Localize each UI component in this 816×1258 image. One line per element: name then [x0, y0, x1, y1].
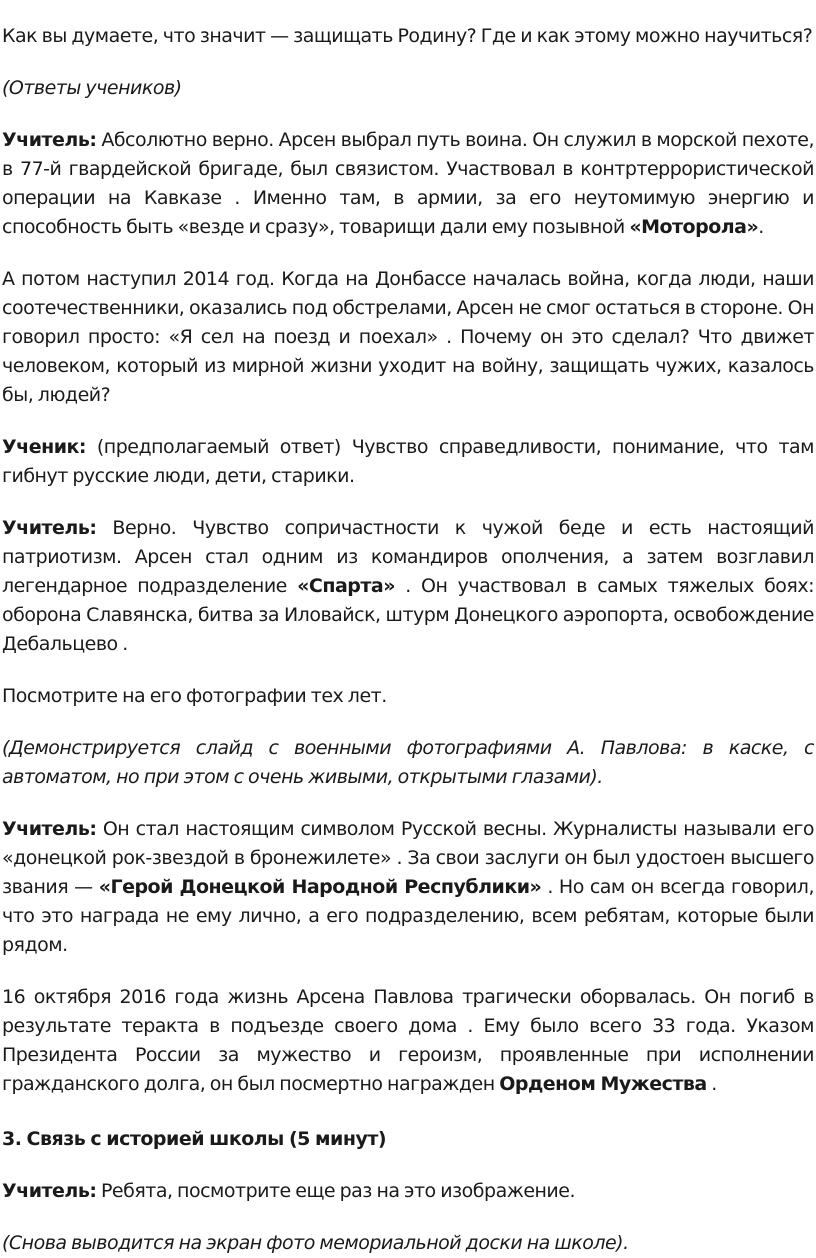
- paragraph-text: (предполагаемый ответ) Чувство справедливости, понимание, что там гибнут русские люди, дети, старики.: [2, 436, 814, 487]
- paragraph-2014: А потом наступил 2014 год. Когда на Донбассе началась война, когда люди, наши соотечественники, оказались под обстрелами, Арсен не смог остаться в стороне. Он говорил просто: «Я сел на поезд и поехал» . Почему он это сделал? Что движет человеком, который из мирной жизни уходит на войну, защищать чужих, казалось бы, людей?: [2, 268, 814, 406]
- student-paragraph: [2, 433, 814, 491]
- slide-note: (Демонстрируется слайд с военными фотографиями А. Павлова: в каске, с автоматом, но при этом с очень живыми, открытыми глазами).: [2, 737, 814, 788]
- teacher-paragraph-motorola: [2, 126, 814, 242]
- paragraph-end: . Он участвовал в самых тяжелых боях: оборона Славянска, битва за Иловайск, штурм Донецкого аэропорта, освобождение Дебальцево .: [2, 575, 814, 655]
- teacher-paragraph-hero: [2, 815, 814, 960]
- speaker-label: Учитель:: [2, 517, 97, 539]
- speaker-label: Учитель:: [2, 1180, 97, 1202]
- memorial-note: (Снова выводится на экран фото мемориальной доски на школе).: [2, 1232, 629, 1254]
- speaker-label: Ученик:: [2, 436, 87, 458]
- bold-title: «Герой Донецкой Народной Республики»: [98, 876, 542, 898]
- speaker-label: Учитель:: [2, 129, 97, 151]
- paragraph-text: Ребята, посмотрите еще раз на это изображение.: [96, 1180, 576, 1202]
- section-heading: [2, 1125, 814, 1154]
- question-paragraph: Как вы думаете, что значит — защищать Родину? Где и как этому можно научиться?: [2, 25, 813, 47]
- paragraph-text: Он стал настоящим символом Русской весны. Журналисты называли его «донецкой рок-звездой в бронежилете» . За свои заслуги он был удостоен высшего звания —: [2, 818, 814, 898]
- bold-callsign: «Моторола»: [629, 216, 759, 238]
- paragraph-end: .: [758, 216, 764, 238]
- photos-paragraph: Посмотрите на его фотографии тех лет.: [2, 685, 387, 707]
- paragraph-text: Абсолютно верно. Арсен выбрал путь воина. Он служил в морской пехоте, в 77-й гвардейской бригаде, был связистом. Участвовал в контртеррористической операции на Кавказе . Именно там, в армии, за его неутомимую энергию и способность быть «везде и сразу», товарищи дали ему позывной: [2, 129, 814, 238]
- teacher-paragraph-sparta: [2, 514, 814, 659]
- bold-order: Орденом Мужества: [499, 1073, 707, 1095]
- students-answers-note: (Ответы учеников): [2, 77, 182, 99]
- paragraph-text: Верно. Чувство сопричастности к чужой беде и есть настоящий патриотизм. Арсен стал одним из командиров ополчения, а затем возглавил легендарное подразделение: [2, 517, 814, 597]
- teacher-paragraph-image: [2, 1177, 814, 1206]
- paragraph-end: . Но сам он всегда говорил, что это награда не ему лично, а его подразделению, всем ребятам, которые были рядом.: [2, 876, 814, 956]
- paragraph-text: 16 октября 2016 года жизнь Арсена Павлова трагически оборвалась. Он погиб в результате теракта в подъезде своего дома . Ему было всего 33 года. Указом Президента России за мужество и героизм, проявленные при исполнении гражданского долга, он был посмертно награжден: [2, 986, 814, 1095]
- paragraph-2016: [2, 983, 814, 1099]
- paragraph-end: .: [706, 1073, 717, 1095]
- speaker-label: Учитель:: [2, 818, 97, 840]
- bold-unit-name: «Спарта»: [297, 575, 395, 597]
- section-heading-text: 3. Связь с историей школы (5 минут): [2, 1128, 387, 1150]
